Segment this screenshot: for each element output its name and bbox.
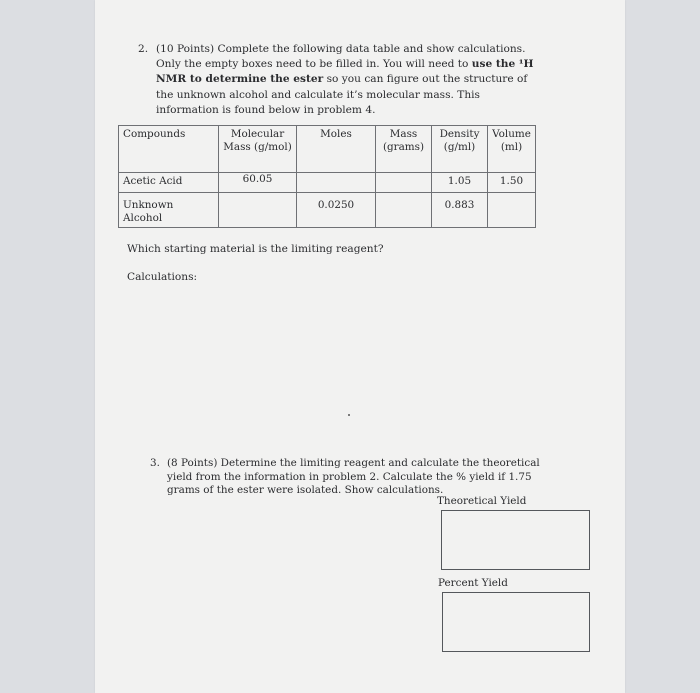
- header-mass: Mass (grams): [376, 126, 432, 173]
- question-3: [150, 457, 540, 498]
- header-density: Density (g/ml): [432, 126, 488, 173]
- table-row: [119, 173, 536, 193]
- stray-mark: [348, 414, 350, 416]
- data-table: [118, 125, 536, 228]
- cell-molecular-mass: 60.05: [219, 173, 297, 193]
- cell-moles-empty[interactable]: [297, 173, 376, 193]
- header-volume: Volume (ml): [488, 126, 536, 173]
- cell-compound: Unknown Alcohol: [123, 199, 174, 224]
- cell-molecular-mass-empty[interactable]: [219, 193, 297, 228]
- question-3-points: (8 Points): [167, 457, 218, 469]
- cell-volume-empty[interactable]: [488, 193, 536, 228]
- cell-moles: 0.0250: [317, 199, 355, 211]
- cell-density: 1.05: [432, 173, 488, 193]
- header-moles: Moles: [297, 126, 376, 173]
- cell-density: 0.883: [444, 199, 475, 211]
- question-2: [138, 42, 538, 118]
- question-2-instructions-1: Complete the following data table and show calculations. Only the empty boxes need to be filled in. You will need to: [156, 43, 526, 71]
- cell-mass-empty[interactable]: [376, 193, 432, 228]
- percent-yield-label: Percent Yield: [438, 577, 508, 589]
- percent-yield-answer-box[interactable]: [442, 592, 590, 652]
- header-compounds: Compounds: [119, 126, 219, 173]
- question-2-bold-instruction: use the ¹H NMR to determine the ester: [156, 58, 534, 86]
- theoretical-yield-answer-box[interactable]: [441, 510, 590, 570]
- question-3-instructions: Determine the limiting reagent and calculate the theoretical yield from the information in problem 2. Calculate the % yield if 1.75 grams of the ester were isolated. Show calculations.: [167, 457, 540, 496]
- header-molecular-mass: Molecular Mass (g/mol): [219, 126, 297, 173]
- limiting-reagent-question: Which starting material is the limiting reagent?: [127, 243, 384, 255]
- question-2-number: 2.: [138, 43, 149, 55]
- question-2-instructions-2: so you can figure out the structure of the unknown alcohol and calculate it’s molecular mass. This information is found below in problem 4.: [156, 73, 528, 116]
- theoretical-yield-label: Theoretical Yield: [437, 495, 527, 507]
- question-3-number: 3.: [150, 457, 160, 469]
- cell-volume: 1.50: [488, 173, 536, 193]
- table-row: [119, 193, 536, 228]
- question-3-text: [167, 457, 540, 498]
- question-2-points: (10 Points): [156, 43, 215, 55]
- cell-compound: Acetic Acid: [119, 173, 219, 193]
- table-header-row: [119, 126, 536, 173]
- cell-mass-empty[interactable]: [376, 173, 432, 193]
- question-2-text: [156, 42, 538, 118]
- calculations-label: Calculations:: [127, 271, 198, 283]
